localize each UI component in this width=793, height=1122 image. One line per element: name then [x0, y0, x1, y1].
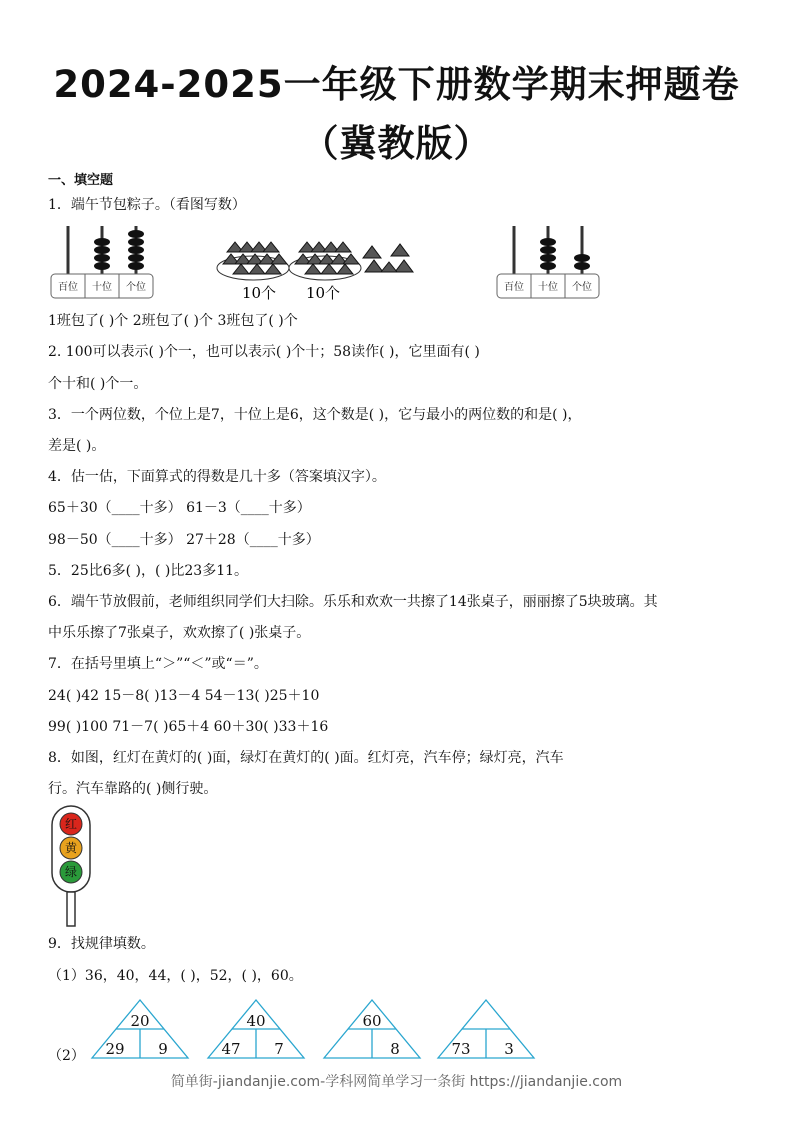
question-7-stem: 7．在括号里填上“＞”“＜”或“＝”。	[48, 656, 268, 672]
question-5: 5．25比6多( )，( )比23多11。	[48, 563, 249, 579]
question-3-line-2: 差是( )。	[48, 438, 106, 454]
zongzi-group-2	[289, 242, 361, 280]
yellow-light-label: 黄	[64, 841, 78, 855]
question-4-line-2: 98－50（____十多） 27＋28（____十多）	[48, 532, 320, 548]
triangle-3-top: 60	[362, 1012, 382, 1030]
question-9-part-1: （1）36，40，44，( )，52，( )，60。	[48, 968, 303, 984]
question-9-stem: 9．找规律填数。	[48, 936, 155, 952]
green-light-label: 绿	[64, 865, 78, 879]
triangle-4-left: 73	[451, 1040, 471, 1058]
question-1-stem: 1．端午节包粽子。（看图写数）	[48, 197, 246, 213]
triangle-1-right: 9	[158, 1040, 168, 1058]
red-light-label: 红	[64, 817, 78, 831]
question-3-line-1: 3．一个两位数，个位上是7，十位上是6，这个数是( )，它与最小的两位数的和是( )，	[48, 407, 582, 423]
abacus-label-tens: 十位	[92, 282, 112, 293]
triangle-1-top: 20	[130, 1012, 150, 1030]
question-6-line-2: 中乐乐擦了7张桌子，欢欢擦了( )张桌子。	[48, 625, 311, 641]
question-4-line-1: 65＋30（____十多） 61－3（____十多）	[48, 500, 311, 516]
traffic-light	[50, 804, 94, 928]
question-1-answers: 1班包了( )个 2班包了( )个 3班包了( )个	[48, 313, 298, 329]
triangle-2-top: 40	[246, 1012, 266, 1030]
triangle-3-right: 8	[390, 1040, 400, 1058]
zongzi-illustration	[215, 226, 420, 304]
abacus-label-hundreds: 百位	[58, 282, 78, 293]
question-6-line-1: 6．端午节放假前，老师组织同学们大扫除。乐乐和欢欢一共擦了14张桌子，丽丽擦了5块玻璃。其	[48, 594, 658, 610]
question-8-line-2: 行。汽车靠路的( )侧行驶。	[48, 781, 218, 797]
triangle-1-left: 29	[105, 1040, 125, 1058]
triangle-4-right: 3	[504, 1040, 514, 1058]
abacus-label-ones: 个位	[126, 282, 146, 293]
section-heading: 一、填空题	[48, 173, 114, 188]
zongzi-label-1: 10个	[241, 284, 277, 302]
page-subtitle: （冀教版）	[301, 122, 492, 165]
page-footer: 简单街-jiandanjie.com-学科网简单学习一条街 https://jiandanjie.com	[170, 1074, 623, 1090]
question-4-stem: 4．估一估，下面算式的得数是几十多（答案填汉字）。	[48, 469, 386, 485]
zongzi-group-1	[217, 242, 289, 280]
question-7-line-2: 99( )100 71－7( )65＋4 60＋30( )33＋16	[48, 719, 329, 735]
abacus-2	[496, 224, 600, 300]
number-triangles	[88, 998, 548, 1062]
zongzi-loose	[363, 244, 413, 272]
abacus-label-ones: 个位	[572, 282, 592, 293]
question-2-line-1: 2. 100可以表示( )个一，也可以表示( )个十；58读作( )，它里面有( )	[48, 344, 480, 360]
triangle-2-left: 47	[221, 1040, 241, 1058]
question-9-part-2-label: （2）	[48, 1048, 85, 1064]
zongzi-label-2: 10个	[305, 284, 341, 302]
abacus-1	[50, 224, 154, 300]
page-title: 2024-2025一年级下册数学期末押题卷	[53, 63, 740, 106]
abacus-label-tens: 十位	[538, 282, 558, 293]
question-8-line-1: 8．如图，红灯在黄灯的( )面，绿灯在黄灯的( )面。红灯亮，汽车停；绿灯亮，汽车	[48, 750, 564, 766]
question-7-line-1: 24( )42 15－8( )13－4 54－13( )25＋10	[48, 688, 320, 704]
question-2-line-2: 个十和( )个一。	[48, 376, 148, 392]
triangle-2-right: 7	[274, 1040, 284, 1058]
abacus-label-hundreds: 百位	[504, 282, 524, 293]
